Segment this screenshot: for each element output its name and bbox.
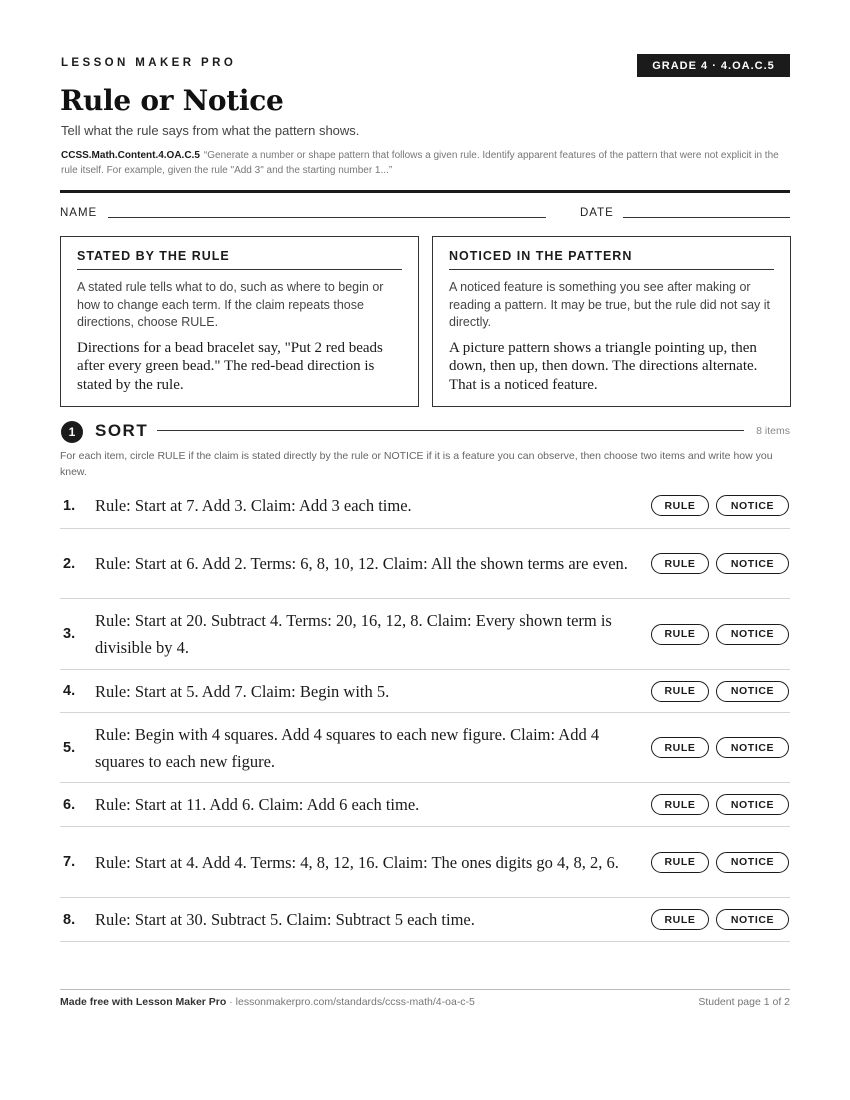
item-text: Rule: Start at 11. Add 6. Claim: Add 6 each time. — [95, 795, 420, 814]
item-number: 5. — [63, 739, 76, 756]
brand-name: LESSON MAKER PRO — [61, 57, 237, 69]
page-indicator: Student page 1 of 2 — [698, 996, 790, 1008]
notice-choice-button[interactable]: NOTICE — [716, 737, 789, 758]
notice-choice-button[interactable]: NOTICE — [716, 794, 789, 815]
rule-choice-button[interactable]: RULE — [651, 794, 709, 815]
list-item — [60, 670, 790, 713]
list-item — [60, 783, 790, 827]
card-example: Directions for a bead bracelet say, "Put 2 red beads after every green bead." The red-bead direction is stated by the rule. — [77, 339, 383, 393]
list-item — [60, 529, 790, 599]
item-number: 1. — [63, 497, 76, 514]
grade-badge: GRADE 4 · 4.OA.C.5 — [637, 54, 790, 77]
card-definition: A noticed feature is something you see after making or reading a pattern. It may be true, but the rule did not say it directly. — [449, 280, 771, 329]
card-heading: STATED BY THE RULE — [77, 249, 402, 270]
header-divider — [60, 190, 790, 193]
notice-choice-button[interactable]: NOTICE — [716, 624, 789, 645]
section-number-badge: 1 — [61, 421, 83, 443]
standard-code: CCSS.Math.Content.4.OA.C.5 — [61, 150, 200, 161]
section-title: SORT — [95, 421, 149, 440]
page-subtitle: Tell what the rule says from what the pattern shows. — [61, 123, 360, 138]
footer-url: · lessonmakerpro.com/standards/ccss-math/4-oa-c-5 — [226, 996, 475, 1008]
list-item — [60, 713, 790, 783]
standard-text: “Generate a number or shape pattern that follows a given rule. Identify apparent features of the pattern that were not explicit in the rule itself. For example, given the rule "Add 3" and the starting number 1...” — [61, 150, 779, 176]
rule-choice-button[interactable]: RULE — [651, 495, 709, 516]
notice-choice-button[interactable]: NOTICE — [716, 495, 789, 516]
item-text: Rule: Start at 5. Add 7. Claim: Begin with 5. — [95, 681, 390, 701]
list-item — [60, 898, 790, 942]
rule-definition-card — [60, 236, 419, 407]
rule-choice-button[interactable]: RULE — [651, 852, 709, 873]
notice-choice-button[interactable]: NOTICE — [716, 553, 789, 574]
item-text: Rule: Start at 7. Add 3. Claim: Add 3 each time. — [95, 496, 412, 515]
item-number: 7. — [63, 854, 76, 870]
rule-choice-button[interactable]: RULE — [651, 624, 709, 645]
notice-choice-button[interactable]: NOTICE — [716, 681, 789, 702]
list-item — [60, 483, 790, 529]
notice-choice-button[interactable]: NOTICE — [716, 852, 789, 873]
rule-choice-button[interactable]: RULE — [651, 553, 709, 574]
item-list — [60, 483, 790, 942]
date-field[interactable] — [623, 217, 790, 218]
section-divider — [157, 430, 744, 431]
item-number: 2. — [63, 555, 76, 572]
list-item — [60, 827, 790, 898]
card-heading: NOTICED IN THE PATTERN — [449, 249, 774, 270]
name-field[interactable] — [108, 217, 546, 218]
item-text: Rule: Start at 6. Add 2. Terms: 6, 8, 10, 12. Claim: All the shown terms are even. — [95, 554, 628, 573]
item-text: Rule: Begin with 4 squares. Add 4 squares to each new figure. Claim: Add 4 squares to each new figure. — [95, 724, 600, 771]
item-text: Rule: Start at 30. Subtract 5. Claim: Subtract 5 each time. — [95, 910, 475, 929]
standard-citation — [61, 148, 791, 178]
item-count: 8 items — [756, 425, 790, 437]
footer-credit — [60, 996, 475, 1008]
notice-choice-button[interactable]: NOTICE — [716, 909, 789, 930]
page-title: Rule or Notice — [60, 84, 284, 117]
item-text: Rule: Start at 4. Add 4. Terms: 4, 8, 12, 16. Claim: The ones digits go 4, 8, 2, 6. — [95, 852, 619, 872]
footer-made-with: Made free with Lesson Maker Pro — [60, 996, 227, 1008]
item-number: 3. — [63, 626, 76, 642]
rule-choice-button[interactable]: RULE — [651, 681, 709, 702]
list-item — [60, 599, 790, 670]
item-number: 8. — [63, 911, 76, 928]
item-text: Rule: Start at 20. Subtract 4. Terms: 20, 16, 12, 8. Claim: Every shown term is divisible by 4. — [95, 611, 612, 657]
rule-choice-button[interactable]: RULE — [651, 737, 709, 758]
card-definition: A stated rule tells what to do, such as where to begin or how to change each term. If the claim repeats those directions, choose RULE. — [77, 280, 384, 329]
footer-divider — [60, 989, 790, 990]
date-label: DATE — [580, 207, 614, 219]
item-number: 4. — [63, 683, 76, 699]
card-example: A picture pattern shows a triangle pointing up, then down, then up, then down. The directions alternate. That is a noticed feature. — [449, 339, 758, 393]
section-instructions: For each item, circle RULE if the claim is stated directly by the rule or NOTICE if it is a feature you can observe, then choose two items and write how you knew. — [60, 450, 773, 478]
item-number: 6. — [63, 796, 76, 813]
notice-definition-card — [432, 236, 791, 407]
name-label: NAME — [60, 207, 98, 219]
rule-choice-button[interactable]: RULE — [651, 909, 709, 930]
